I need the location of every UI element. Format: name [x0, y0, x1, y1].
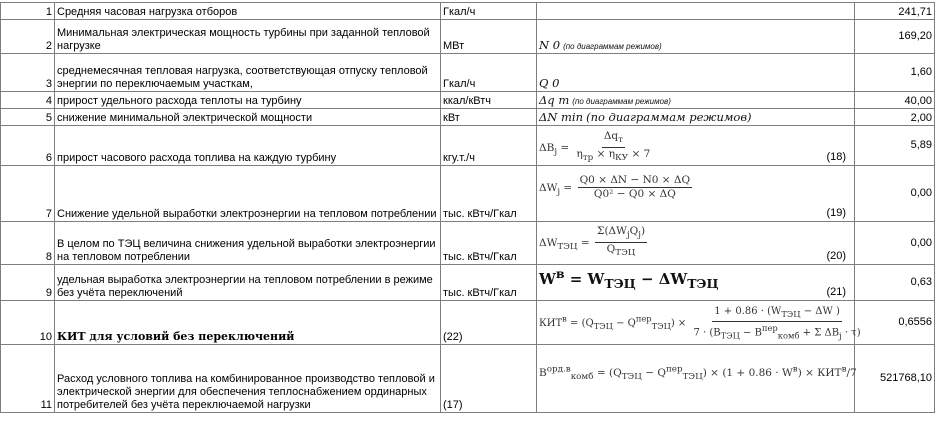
row-value[interactable]: 241,71: [855, 3, 935, 20]
row-name[interactable]: среднемесячная тепловая нагрузка, соответствующая отпуску тепловой энергии по переключаемым участкам,: [55, 54, 441, 92]
row-value[interactable]: 2,00: [855, 109, 935, 126]
row-value[interactable]: 0,63: [855, 265, 935, 301]
row-number[interactable]: 2: [1, 20, 55, 54]
row-name[interactable]: В целом по ТЭЦ величина снижения удельной выработки электроэнергии на тепловом потреблении: [55, 222, 441, 265]
formula-symbol: N 0: [539, 38, 561, 52]
formula-symbol: Δq т: [539, 93, 570, 107]
formula-expression: $W^в = W_{ТЭЦ} - \Delta W_{ТЭЦ}$: [539, 266, 719, 292]
row-value[interactable]: 0,00: [855, 166, 935, 222]
table-row: [1, 222, 935, 265]
row-unit[interactable]: тыс. кВтч/Гкал: [441, 265, 537, 301]
row-formula[interactable]: [537, 3, 855, 20]
row-number[interactable]: 6: [1, 126, 55, 166]
table-row: [1, 301, 935, 345]
row-formula[interactable]: [537, 109, 855, 126]
row-number[interactable]: 11: [1, 345, 55, 413]
row-formula-17[interactable]: [537, 345, 855, 413]
row-value[interactable]: 521768,10: [855, 345, 935, 413]
table-row: [1, 126, 935, 166]
row-unit[interactable]: кВт: [441, 109, 537, 126]
row-name[interactable]: Средняя часовая нагрузка отборов: [55, 3, 441, 20]
formula-expression: $\Delta W_j$ = $\frac{Q0 \times \Delta N - N0 \times \Delta Q}{\text{Q0² − Q0 × ΔQ}}$: [539, 174, 691, 201]
row-unit[interactable]: кгу.т./ч: [441, 126, 537, 166]
row-number[interactable]: 3: [1, 54, 55, 92]
equation-number: (19): [826, 207, 846, 220]
row-value[interactable]: 0,6556: [855, 301, 935, 345]
formula-expression: $B^{орд.в}_{комб} = (Q_{ТЭЦ} - Q^{пер}_{ТЭЦ}) \times (1 + 0.86 \cdot W^в) \times КИТ^в/7$: [539, 364, 857, 382]
table-row: [1, 20, 935, 54]
formula-symbol: ΔN min: [539, 110, 584, 124]
row-unit[interactable]: ккал/кВтч: [441, 92, 537, 109]
row-name[interactable]: прирост часового расхода топлива на каждую турбину: [55, 126, 441, 166]
formula-expression: $\Delta B_j$ = $\frac{\Delta q_т}{\eta_{тр} \times \eta_{КУ} \times 7}$: [539, 130, 651, 164]
equation-number: (18): [826, 151, 846, 164]
row-name[interactable]: КИТ для условий без переключений: [55, 301, 441, 345]
table-row: [1, 109, 935, 126]
row-number[interactable]: 5: [1, 109, 55, 126]
equation-number: (20): [826, 250, 846, 263]
row-number[interactable]: 9: [1, 265, 55, 301]
formula-note: (по диаграммам режимов): [563, 42, 662, 51]
row-formula[interactable]: [537, 92, 855, 109]
table-row: [1, 54, 935, 92]
row-formula[interactable]: [537, 20, 855, 54]
formula-note: (по диаграммам режимов): [586, 110, 752, 124]
row-value[interactable]: 169,20: [855, 20, 935, 54]
formula-expression: $КИТ^в = (Q_{ТЭЦ} - Q^{пер}_{ТЭЦ})$ × $\frac{1 + 0.86 \cdot (W_{ТЭЦ} - \Delta W )}{7 \cdot (B_{ТЭЦ} - B^{пер}_{комб} + \Sigma \Delta B_j \cdot \tau)}$: [539, 306, 861, 341]
row-formula-19[interactable]: [537, 166, 855, 222]
row-formula-21[interactable]: [537, 265, 855, 301]
row-unit[interactable]: (22): [441, 301, 537, 345]
row-name[interactable]: прирост удельного расхода теплоты на турбину: [55, 92, 441, 109]
formula-symbol: Q 0: [539, 76, 560, 90]
row-value[interactable]: 40,00: [855, 92, 935, 109]
row-value[interactable]: 5,89: [855, 126, 935, 166]
row-unit[interactable]: тыс. кВтч/Гкал: [441, 166, 537, 222]
row-unit[interactable]: Гкал/ч: [441, 3, 537, 20]
row-name[interactable]: Расход условного топлива на комбинированное производство тепловой и электрической энергии для обеспечения теплоснабжением ординарных потребителей без учёта переключаемой нагрузки: [55, 345, 441, 413]
row-unit[interactable]: (17): [441, 345, 537, 413]
data-table: [0, 2, 935, 413]
table-row: [1, 3, 935, 20]
row-name[interactable]: Снижение удельной выработки электроэнергии на тепловом потреблении: [55, 166, 441, 222]
row-number[interactable]: 8: [1, 222, 55, 265]
formula-expression: $\Delta W_{ТЭЦ}$ = $\frac{\Sigma(\Delta W_jQ_j)}{Q_{ТЭЦ}}$: [539, 225, 646, 259]
equation-number: (21): [826, 286, 846, 299]
row-name[interactable]: Минимальная электрическая мощность турбины при заданной тепловой нагрузке: [55, 20, 441, 54]
row-formula-22[interactable]: [537, 301, 861, 345]
table-row: [1, 92, 935, 109]
row-formula-18[interactable]: [537, 126, 855, 166]
row-value[interactable]: 1,60: [855, 54, 935, 92]
row-name[interactable]: удельная выработка электроэнергии на тепловом потреблении в режиме без учёта переключений: [55, 265, 441, 301]
row-number[interactable]: 7: [1, 166, 55, 222]
table-row: [1, 265, 935, 301]
table-row: [1, 345, 935, 413]
row-formula[interactable]: [537, 54, 855, 92]
row-unit[interactable]: Гкал/ч: [441, 54, 537, 92]
row-value[interactable]: 0,00: [855, 222, 935, 265]
row-number[interactable]: 4: [1, 92, 55, 109]
formula-note: (по диаграммам режимов): [572, 97, 671, 106]
row-number[interactable]: 10: [1, 301, 55, 345]
row-unit[interactable]: тыс. кВтч/Гкал: [441, 222, 537, 265]
row-number[interactable]: 1: [1, 3, 55, 20]
row-unit[interactable]: МВт: [441, 20, 537, 54]
row-formula-20[interactable]: [537, 222, 855, 265]
table-row: [1, 166, 935, 222]
row-name[interactable]: снижение минимальной электрической мощности: [55, 109, 441, 126]
